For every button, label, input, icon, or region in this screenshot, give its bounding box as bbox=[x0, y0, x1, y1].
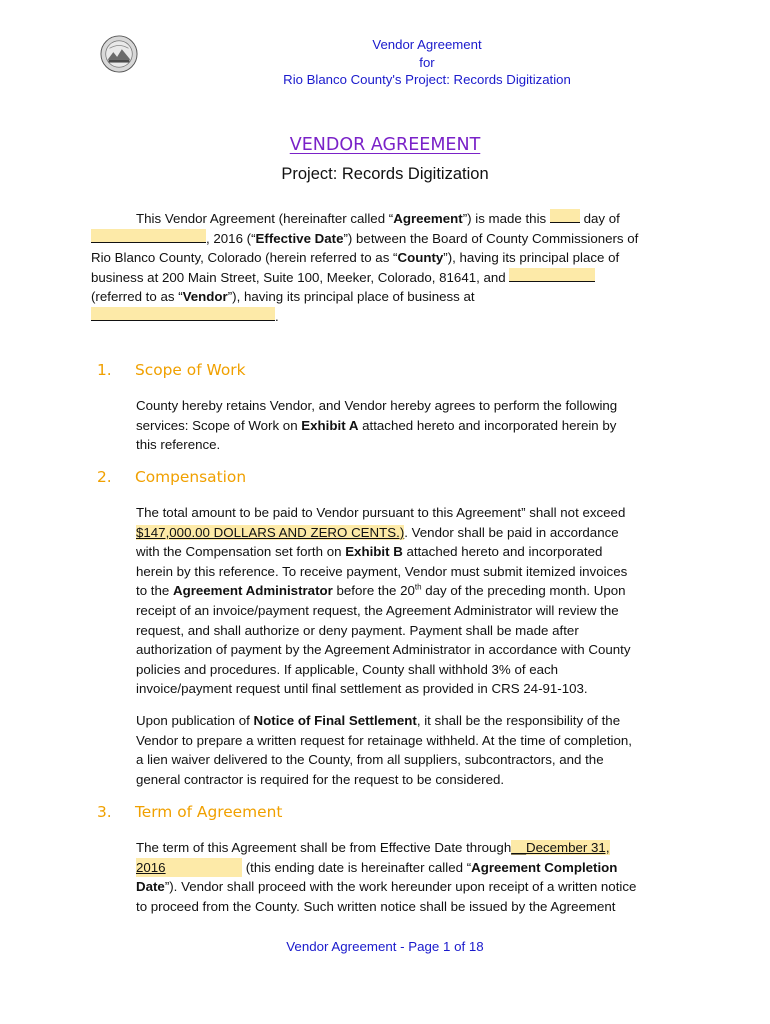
text-line: County hereby retains Vendor, and Vendor hereby agrees to perform the following bbox=[136, 398, 618, 413]
text-run: Rio Blanco County, Colorado (herein referred to as “ bbox=[91, 250, 398, 266]
page-footer: Vendor Agreement - Page 1 of 18 bbox=[286, 939, 484, 954]
text-run: day of the preceding month. Upon bbox=[421, 583, 626, 599]
text-run: day of bbox=[579, 211, 620, 226]
section-number: 3. bbox=[97, 803, 112, 821]
defined-term: Agreement Administrator bbox=[172, 583, 333, 599]
text-line: a lien waiver delivered to the County, from all suppliers, subcontractors, and the bbox=[136, 752, 604, 768]
defined-term: Agreement bbox=[393, 211, 463, 226]
exhibit-reference: Exhibit A bbox=[301, 417, 359, 433]
completion-date-field: __December 31, bbox=[511, 840, 610, 855]
text-run: ”), having its principal place of bbox=[443, 250, 620, 266]
text-line: this reference. bbox=[136, 437, 221, 453]
vendor-name-blank-field bbox=[509, 268, 595, 282]
text-line: receipt of an invoice/payment request, the Agreement Administrator will review the bbox=[136, 602, 619, 618]
settlement-paragraph bbox=[136, 711, 632, 789]
text-line: general contractor is required for the request to be considered. bbox=[136, 771, 505, 787]
document-title: VENDOR AGREEMENT bbox=[289, 135, 481, 155]
header-line-3: Rio Blanco County's Project: Records Digitization bbox=[283, 72, 571, 87]
text-run: . bbox=[275, 308, 279, 324]
section-number: 2. bbox=[97, 468, 112, 486]
exhibit-reference: Exhibit B bbox=[345, 544, 403, 560]
defined-term: Notice of Final Settlement bbox=[253, 713, 417, 728]
defined-term: Effective Date bbox=[255, 230, 344, 246]
text-run: business at 200 Main Street, Suite 100, Meeker, Colorado, 81641, and bbox=[91, 269, 510, 285]
section-title: Compensation bbox=[135, 468, 247, 486]
text-run: (this ending date is hereinafter called “ bbox=[242, 859, 472, 875]
text-run: ”), having its principal place of business at bbox=[227, 289, 475, 305]
text-run: services: Scope of Work on bbox=[136, 417, 302, 433]
defined-term: Agreement Completion bbox=[471, 859, 618, 875]
text-line: request, and shall authorize or deny payment. Payment shall be made after bbox=[136, 622, 579, 638]
text-run: , it shall be the responsibility of the bbox=[416, 713, 621, 728]
text-run: (referred to as “ bbox=[91, 289, 183, 305]
vendor-address-blank-field bbox=[91, 307, 275, 321]
text-run: . Vendor shall be paid in accordance bbox=[404, 524, 619, 540]
text-run: with the Compensation set forth on bbox=[136, 544, 346, 560]
intro-paragraph bbox=[91, 209, 638, 327]
section-heading-compensation bbox=[97, 468, 246, 486]
text-run: This Vendor Agreement (hereinafter called “ bbox=[136, 211, 394, 226]
section-heading-scope bbox=[97, 361, 245, 379]
scope-paragraph bbox=[136, 396, 617, 455]
text-run: attached hereto and incorporated bbox=[402, 544, 603, 560]
text-line: to proceed from the County. Such written notice shall be issued by the Agreement bbox=[136, 898, 616, 914]
text-run: attached hereto and incorporated herein by bbox=[358, 417, 617, 433]
defined-term: County bbox=[397, 250, 444, 266]
text-run: ”) is made this bbox=[462, 211, 550, 226]
document-header bbox=[240, 36, 614, 89]
header-line-1: Vendor Agreement bbox=[372, 37, 482, 52]
ordinal-suffix: th bbox=[414, 582, 422, 592]
completion-year-field: 2016 bbox=[136, 858, 242, 878]
text-line: invoice/payment request until final settlement as provided in CRS 24-91-103. bbox=[136, 681, 588, 697]
amount-field: $147,000.00 DOLLARS AND ZERO CENTS.) bbox=[136, 524, 405, 540]
day-blank-field bbox=[550, 209, 580, 223]
text-line: policies and procedures. If applicable, County shall withhold 3% of each bbox=[136, 661, 559, 677]
month-blank-field bbox=[91, 229, 206, 243]
section-number: 1. bbox=[97, 361, 112, 379]
text-line: The total amount to be paid to Vendor pursuant to this Agreement” shall not exceed bbox=[136, 505, 626, 520]
county-seal-logo bbox=[100, 35, 138, 73]
section-title: Scope of Work bbox=[135, 361, 246, 379]
text-run: Upon publication of bbox=[136, 713, 254, 728]
text-line: herein by this reference. To receive payment, Vendor must submit itemized invoices bbox=[136, 563, 628, 579]
text-run: to the bbox=[136, 583, 173, 599]
text-run: ”). Vendor shall proceed with the work hereunder upon receipt of a written notice bbox=[164, 879, 637, 895]
term-paragraph bbox=[136, 838, 636, 916]
text-line: authorization of payment by the Agreement Administrator in accordance with County bbox=[136, 642, 631, 658]
text-run: , 2016 (“ bbox=[206, 230, 256, 246]
section-heading-term bbox=[97, 803, 282, 821]
text-run: The term of this Agreement shall be from Effective Date through bbox=[136, 840, 512, 855]
text-line: Vendor to prepare a written request for retainage withheld. At the time of completion, bbox=[136, 732, 632, 748]
compensation-paragraph bbox=[136, 503, 630, 699]
section-title: Term of Agreement bbox=[135, 803, 283, 821]
text-run: ”) between the Board of County Commissioners of bbox=[343, 230, 639, 246]
defined-term: Date bbox=[136, 879, 165, 895]
text-run: before the 20 bbox=[332, 583, 415, 599]
header-line-2: for bbox=[419, 54, 435, 70]
document-subtitle: Project: Records Digitization bbox=[281, 165, 489, 183]
defined-term: Vendor bbox=[182, 289, 228, 305]
